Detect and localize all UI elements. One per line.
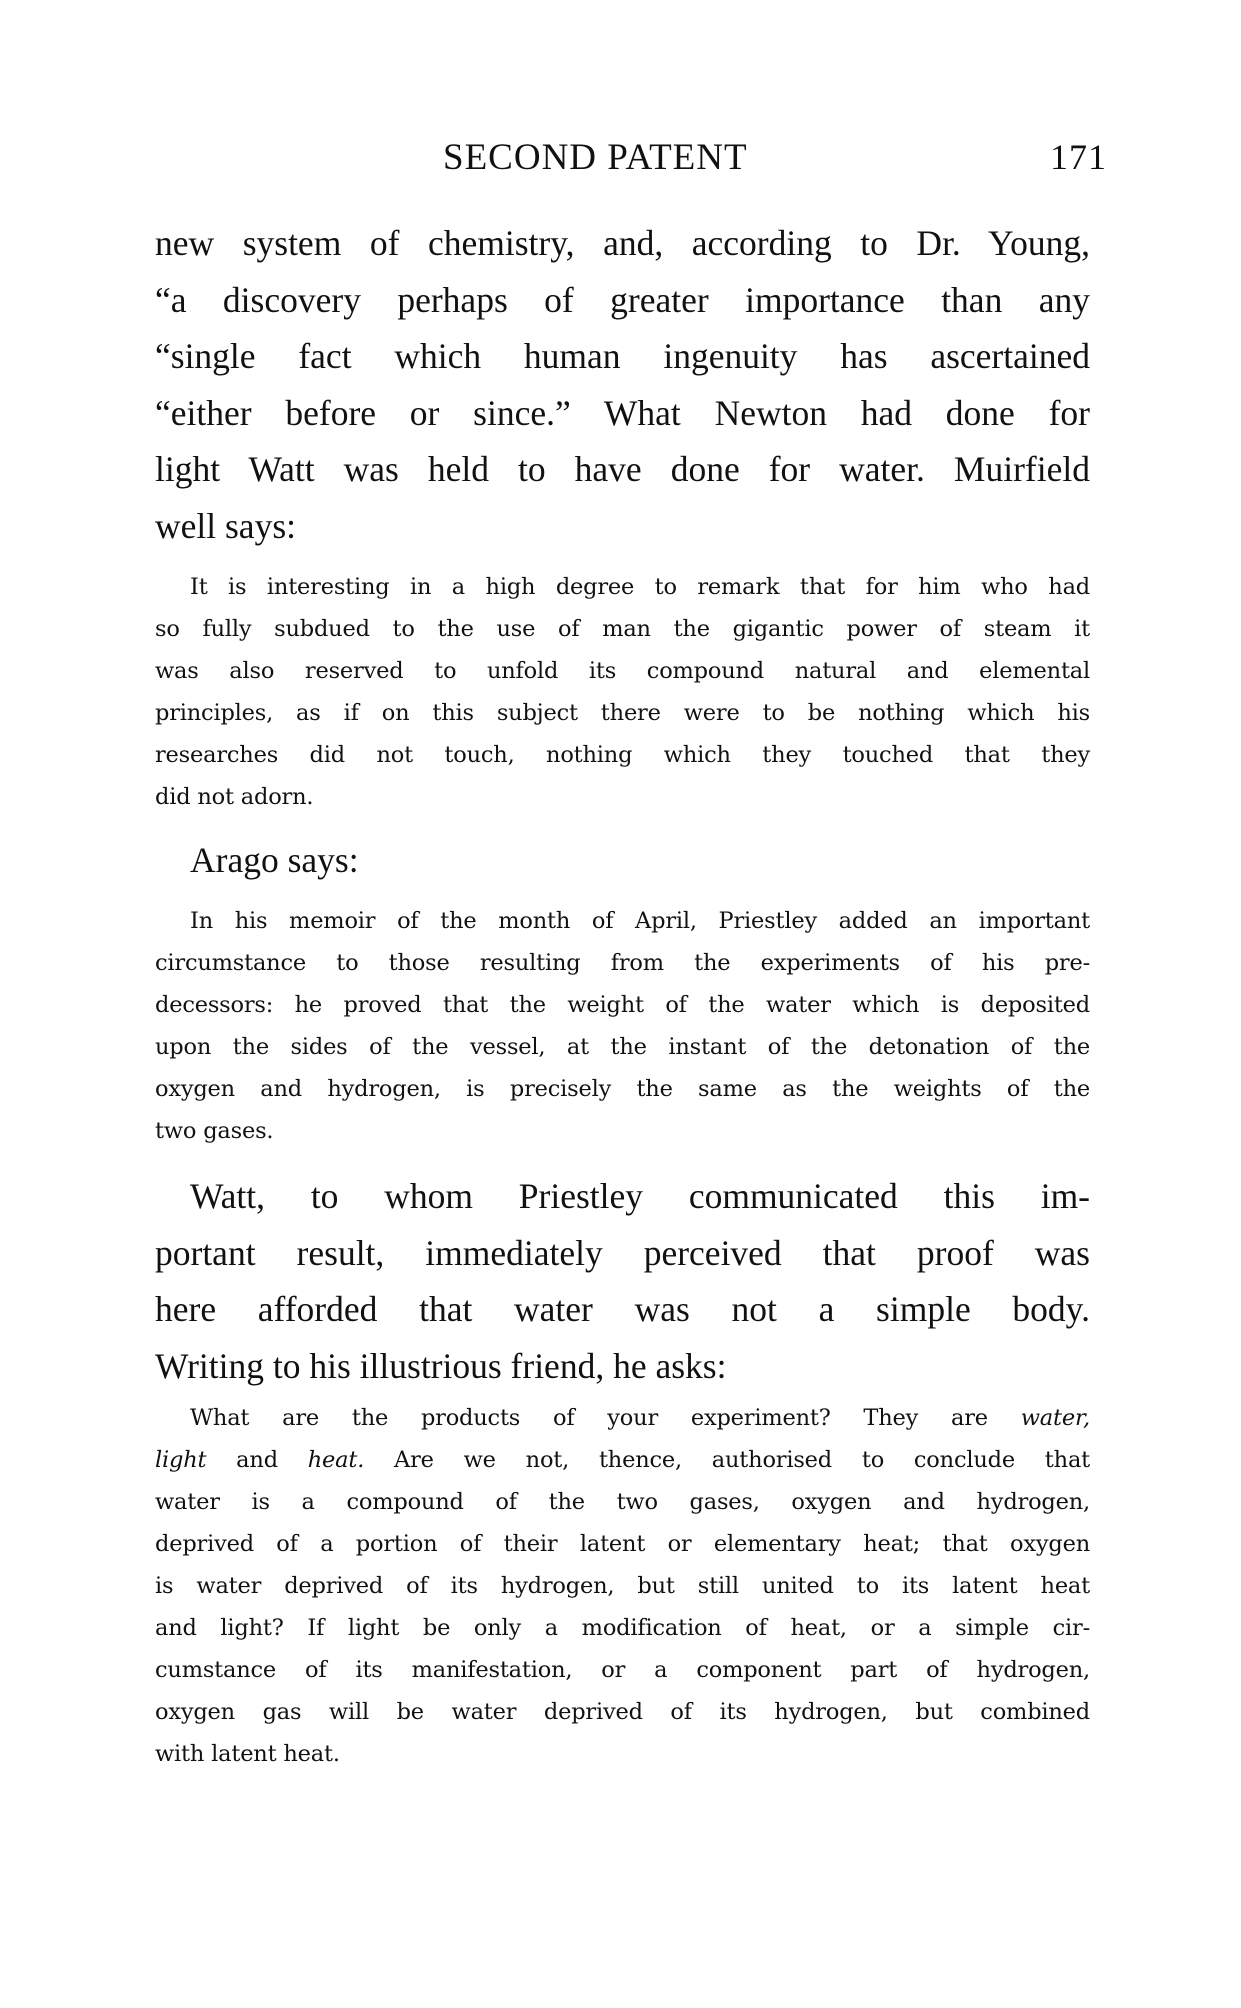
text-run: “a discovery perhaps of greater importance than any bbox=[155, 279, 1090, 320]
text-run: light Watt was held to have done for water. Muirfield bbox=[155, 449, 1090, 489]
block-quote bbox=[155, 900, 1090, 1152]
text-line bbox=[155, 832, 1090, 889]
running-head: SECOND PATENT bbox=[443, 137, 748, 178]
text-run: oxygen gas will be water deprived of its hydrogen, but combined bbox=[155, 1699, 1090, 1725]
text-run: oxygen and hydrogen, is precisely the same as the weights of the bbox=[155, 1076, 1090, 1102]
text-line bbox=[155, 1068, 1090, 1110]
text-run: decessors: he proved that the weight of the water which is deposited bbox=[155, 992, 1090, 1018]
text-line bbox=[155, 1481, 1090, 1523]
text-line bbox=[155, 385, 1090, 442]
text-line bbox=[155, 984, 1090, 1026]
text-run: so fully subdued to the use of man the gigantic power of steam it bbox=[155, 616, 1090, 642]
text-run: and bbox=[206, 1447, 308, 1473]
text-run: Arago says: bbox=[190, 840, 359, 880]
text-run: deprived of a portion of their latent or elementary heat; that oxygen bbox=[155, 1531, 1090, 1557]
italic-text: light bbox=[155, 1447, 207, 1473]
text-run: Are we not, thence, authorised to conclude that bbox=[364, 1447, 1090, 1473]
text-run: upon the sides of the vessel, at the instant of the detonation of the bbox=[155, 1034, 1090, 1060]
text-line bbox=[155, 1338, 1090, 1395]
text-line bbox=[155, 1607, 1090, 1649]
italic-text: heat. bbox=[307, 1447, 365, 1473]
text-line bbox=[155, 734, 1090, 776]
text-line bbox=[155, 900, 1090, 942]
text-run: principles, as if on this subject there were to be nothing which his bbox=[155, 700, 1090, 726]
text-run: two gases. bbox=[155, 1118, 274, 1144]
text-run: circumstance to those resulting from the experiments of his pre- bbox=[155, 950, 1090, 976]
text-line bbox=[155, 1439, 1090, 1481]
text-line bbox=[155, 215, 1090, 272]
text-line bbox=[155, 1565, 1090, 1607]
text-line bbox=[155, 650, 1090, 692]
body-paragraph bbox=[155, 215, 1090, 554]
text-line bbox=[155, 1733, 1090, 1775]
block-quote bbox=[155, 1397, 1090, 1775]
text-run: It is interesting in a high degree to remark that for him who had bbox=[190, 574, 1090, 600]
text-line bbox=[155, 1110, 1090, 1152]
text-line bbox=[155, 1523, 1090, 1565]
text-run: In his memoir of the month of April, Priestley added an important bbox=[190, 908, 1090, 934]
text-run: Writing to his illustrious friend, he asks: bbox=[155, 1345, 727, 1386]
text-line bbox=[155, 1649, 1090, 1691]
body-paragraph bbox=[155, 1168, 1090, 1394]
text-run: portant result, immediately perceived that proof was bbox=[155, 1232, 1090, 1273]
text-line bbox=[155, 1225, 1090, 1282]
text-run: did not adorn. bbox=[155, 784, 314, 810]
text-run: well says: bbox=[155, 505, 296, 546]
body-paragraph bbox=[155, 832, 1090, 889]
text-line bbox=[155, 692, 1090, 734]
block-quote bbox=[155, 566, 1090, 818]
text-line bbox=[155, 498, 1090, 555]
text-run: water is a compound of the two gases, oxygen and hydrogen, bbox=[155, 1489, 1090, 1515]
text-line bbox=[155, 328, 1090, 385]
text-run: Watt, to whom Priestley communicated this im- bbox=[190, 1176, 1090, 1216]
text-line bbox=[155, 1168, 1090, 1225]
text-line bbox=[155, 1026, 1090, 1068]
italic-text: water, bbox=[1020, 1405, 1090, 1431]
text-line bbox=[155, 566, 1090, 608]
text-run: is water deprived of its hydrogen, but still united to its latent heat bbox=[155, 1573, 1090, 1599]
text-line bbox=[155, 1691, 1090, 1733]
text-run: was also reserved to unfold its compound natural and elemental bbox=[155, 658, 1090, 684]
text-run: What are the products of your experiment? They are bbox=[190, 1405, 1021, 1431]
text-run: and light? If light be only a modification of heat, or a simple cir- bbox=[155, 1615, 1090, 1641]
text-line bbox=[155, 942, 1090, 984]
text-line bbox=[155, 608, 1090, 650]
text-line bbox=[155, 272, 1090, 329]
text-line bbox=[155, 441, 1090, 498]
text-run: researches did not touch, nothing which they touched that they bbox=[155, 742, 1090, 768]
text-line bbox=[155, 776, 1090, 818]
text-run: “either before or since.” What Newton had done for bbox=[155, 392, 1090, 433]
text-run: with latent heat. bbox=[155, 1741, 340, 1767]
text-run: new system of chemistry, and, according to Dr. Young, bbox=[155, 223, 1090, 263]
text-run: cumstance of its manifestation, or a component part of hydrogen, bbox=[155, 1657, 1090, 1683]
page-number: 171 bbox=[1050, 137, 1107, 177]
text-run: here afforded that water was not a simple body. bbox=[155, 1289, 1090, 1329]
text-line bbox=[155, 1281, 1090, 1338]
text-run: “single fact which human ingenuity has ascertained bbox=[155, 336, 1090, 376]
text-line bbox=[155, 1397, 1090, 1439]
